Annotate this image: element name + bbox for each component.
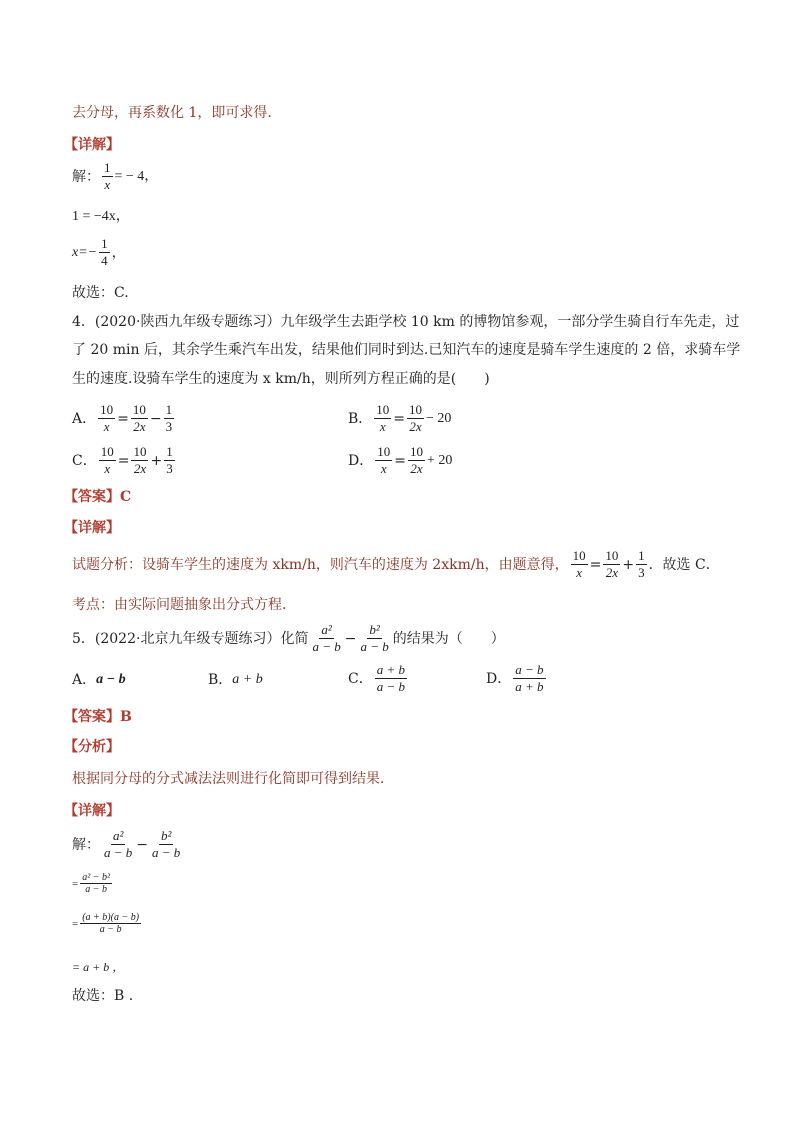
q4-detail-label: 【详解】 [64,520,120,536]
q4-option-b[interactable]: B． $\frac{10}{x}$ = $\frac{10}{2x}$ − 20 [348,402,452,434]
fraction: $\frac{1}{4}$ [101,236,108,268]
q5-option-b[interactable]: B． a + b [208,672,263,688]
solution-eq2: 1 = −4x， [72,209,130,224]
q4-stem-line-2: 了 20 min 后，其余学生乘汽车出发，结果他们同时到达.已知汽车的速度是骑车学生速度的 2 倍，求骑车学 [72,342,741,358]
q5-option-c[interactable]: C． $\frac{a + b}{a - b}$ [348,662,405,694]
solution-eq3: x=− $\frac{1}{4}$ ， [72,236,126,268]
q4-point: 考点：由实际问题抽象出分式方程． [72,597,296,613]
q4-option-d[interactable]: D． $\frac{10}{x}$ = $\frac{10}{2x}$ + 20 [348,444,453,476]
q5-solution-line: 解： $\frac{\text{a²}}{a - b}$ − $\frac{\text{b²}}{a - b}$ [72,828,181,860]
q5-detail-label: 【详解】 [64,803,120,819]
solution-eq1 [72,160,158,193]
solve-prefix: 解： [72,168,100,185]
q4-option-c[interactable]: C． $\frac{10}{x}$ = $\frac{10}{2x}$ + $\frac{1}{3}$ [72,444,173,476]
detail-label: 【详解】 [64,137,120,153]
q4-answer: 【答案】C [64,489,132,505]
q4-stem-line-1: 4．(2020·陕西九年级专题练习）九年级学生去距学校 10 km 的博物馆参观，一部分学生骑自行车先走，过 [72,314,740,330]
q5-option-d[interactable]: D． $\frac{a - b}{a + b}$ [486,662,544,694]
note-line: 去分母，再系数化 1，即可求得. [72,105,272,121]
q5-option-a[interactable]: A． a − b [72,672,126,688]
q5-stem: 5．(2022·北京九年级专题练习）化简 $\frac{\text{a²}}{a - b}$ − $\frac{\text{b²}}{a - b}$ 的结果为（ ） [72,622,505,654]
choice-line: 故选：C. [72,285,129,301]
q5-choice: 故选：B . [72,988,134,1004]
q4-analysis: 试题分析：设骑车学生的速度为 xkm/h，则汽车的速度为 2xkm/h，由题意得， $\frac{10}{x}$ = $\frac{10}{2x}$ + $\frac{1}{3}$ ．故选 C． [72,548,720,580]
fraction: $\frac{1}{x}$ [104,160,111,192]
q4-stem-line-3: 生的速度.设骑车学生的速度为 x km/h，则所列方程正确的是( ) [72,371,490,387]
q5-step-3: = a + b ， [72,960,125,974]
q5-step-2: = $\frac{(a + b)(a - b)}{a - b}$ [72,912,140,935]
q5-analysis: 根据同分母的分式减法法则进行化简即可得到结果． [72,771,394,787]
eq-rhs: = − 4， [114,168,159,184]
q4-option-a[interactable]: A． $\frac{10}{x}$ = $\frac{10}{2x}$ − $\frac{1}{3}$ [72,402,173,434]
q5-analysis-label: 【分析】 [64,739,120,755]
q5-answer: 【答案】B [64,709,132,725]
q5-step-1: = $\frac{\text{a² − b²}}{a - b}$ [72,872,110,895]
